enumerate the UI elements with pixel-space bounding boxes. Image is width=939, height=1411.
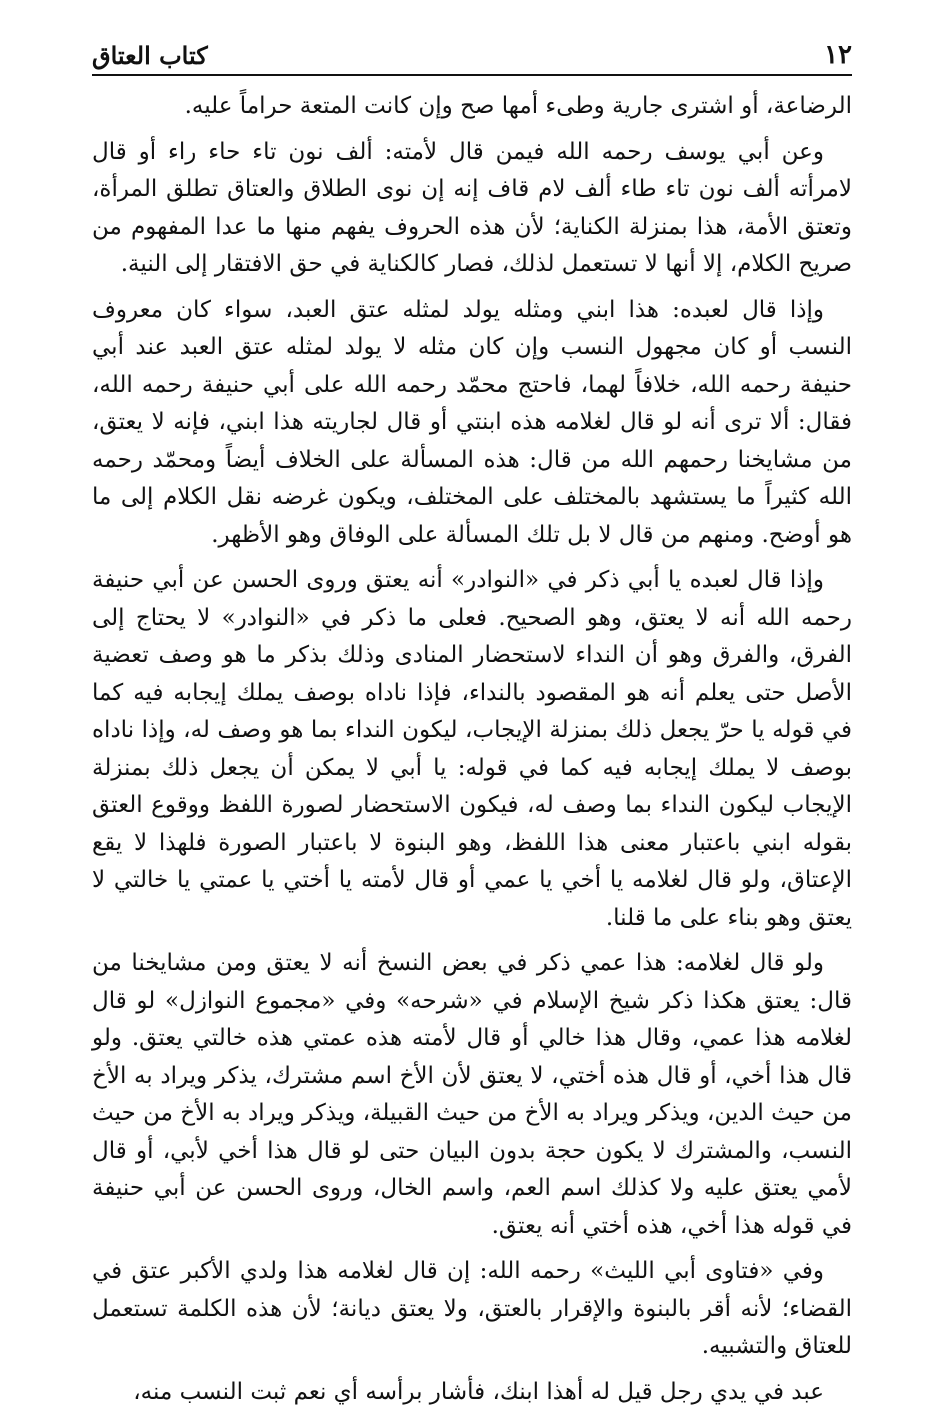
paragraph: وإذا قال لعبده: هذا ابني ومثله يولد لمثله عتق العبد، سواء كان معروف النسب أو كان مجهول النسب وإن كان مثله لا يولد لمثله عتق العبد عند أبي حنيفة رحمه الله، خلافاً لهما، فاحتج محمّد رحمه الله على أبي حنيفة رحمه الله، فقال: ألا ترى أنه لو قال لغلامه هذه ابنتي أو قال لجاريته هذا ابني، فإنه لا يعتق، من مشايخنا رحمهم الله من قال: هذه المسألة على الخلاف أيضاً ومحمّد رحمه الله كثيراً ما يستشهد بالمختلف على المختلف، ويكون غرضه نقل الكلام إلى ما هو أوضح. ومنهم من قال لا بل تلك المسألة على الوفاق وهو الأظهر. bbox=[92, 292, 852, 555]
running-title: كتاب العتاق bbox=[92, 44, 208, 68]
paragraph: وإذا قال لعبده يا أبي ذكر في «النوادر» أنه يعتق وروى الحسن عن أبي حنيفة رحمه الله أنه لا يعتق، وهو الصحيح. فعلى ما ذكر في «النوادر» لا يحتاج إلى الفرق، والفرق وهو أن النداء لاستحضار المنادى وذلك بذكر ما هو وصف تعضية الأصل حتى يعلم أنه هو المقصود بالنداء، فإذا ناداه بوصف يملك إيجابه فيه كما في قوله يا حرّ يجعل ذلك بمنزلة الإيجاب، ليكون النداء بما هو وصف له، وإذا ناداه بوصف لا يملك إيجابه فيه كما في قوله: يا أبي لا يمكن أن يجعل ذلك بمنزلة الإيجاب ليكون النداء بما وصف له، فيكون الاستحضار لصورة اللفظ ووقوع العتق بقوله ابني باعتبار معنى هذا اللفظ، وهو البنوة لا باعتبار الصورة فلهذا لا يقع الإعتاق، ولو قال لغلامه يا أخي يا عمي أو قال لأمته يا أختي يا عمتي يا خالتي لا يعتق وهو بناء على ما قلنا. bbox=[92, 562, 852, 937]
paragraph: وعن أبي يوسف رحمه الله فيمن قال لأمته: ألف نون تاء حاء راء أو قال لامرأته ألف نون تاء طاء ألف لام قاف إنه إن نوى الطلاق والعتاق تطلق المرأة، وتعتق الأمة، هذا بمنزلة الكناية؛ لأن هذه الحروف يفهم منها ما عدا المفهوم من صريح الكلام، إلا أنها لا تستعمل لذلك، فصار كالكناية في حق الافتقار إلى النية. bbox=[92, 134, 852, 284]
paragraph: الرضاعة، أو اشترى جارية وطىء أمها صح وإن كانت المتعة حراماً عليه. bbox=[92, 88, 852, 126]
page-header bbox=[92, 28, 852, 76]
paragraph: وفي «فتاوى أبي الليث» رحمه الله: إن قال لغلامه هذا ولدي الأكبر عتق في القضاء؛ لأنه أقر بالبنوة والإقرار بالعتق، ولا يعتق ديانة؛ لأن هذه الكلمة تستعمل للعتاق والتشبيه. bbox=[92, 1253, 852, 1366]
page-body bbox=[92, 76, 852, 1411]
book-page bbox=[92, 28, 852, 1348]
paragraph: عبد في يدي رجل قيل له أهذا ابنك، فأشار برأسه أي نعم ثبت النسب منه، bbox=[92, 1374, 852, 1411]
paragraph: ولو قال لغلامه: هذا عمي ذكر في بعض النسخ أنه لا يعتق ومن مشايخنا من قال: يعتق هكذا ذكر شيخ الإسلام في «شرحه» وفي «مجموع النوازل» لو قال لغلامه هذا عمي، وقال هذا خالي أو قال لأمته هذه عمتي هذه خالتي يعتق. ولو قال هذا أخي، أو قال هذه أختي، لا يعتق لأن الأخ اسم مشترك، يذكر ويراد به الأخ من حيث الدين، ويذكر ويراد به الأخ من حيث القبيلة، ويذكر ويراد به الأخ من حيث النسب، والمشترك لا يكون حجة بدون البيان حتى لو قال هذا أخي لأبي، أو قال لأمي يعتق عليه ولا كذلك اسم العم، واسم الخال، وروى الحسن عن أبي حنيفة في قوله هذا أخي، هذه أختي أنه يعتق. bbox=[92, 945, 852, 1245]
page-number: ١٢ bbox=[824, 42, 852, 68]
